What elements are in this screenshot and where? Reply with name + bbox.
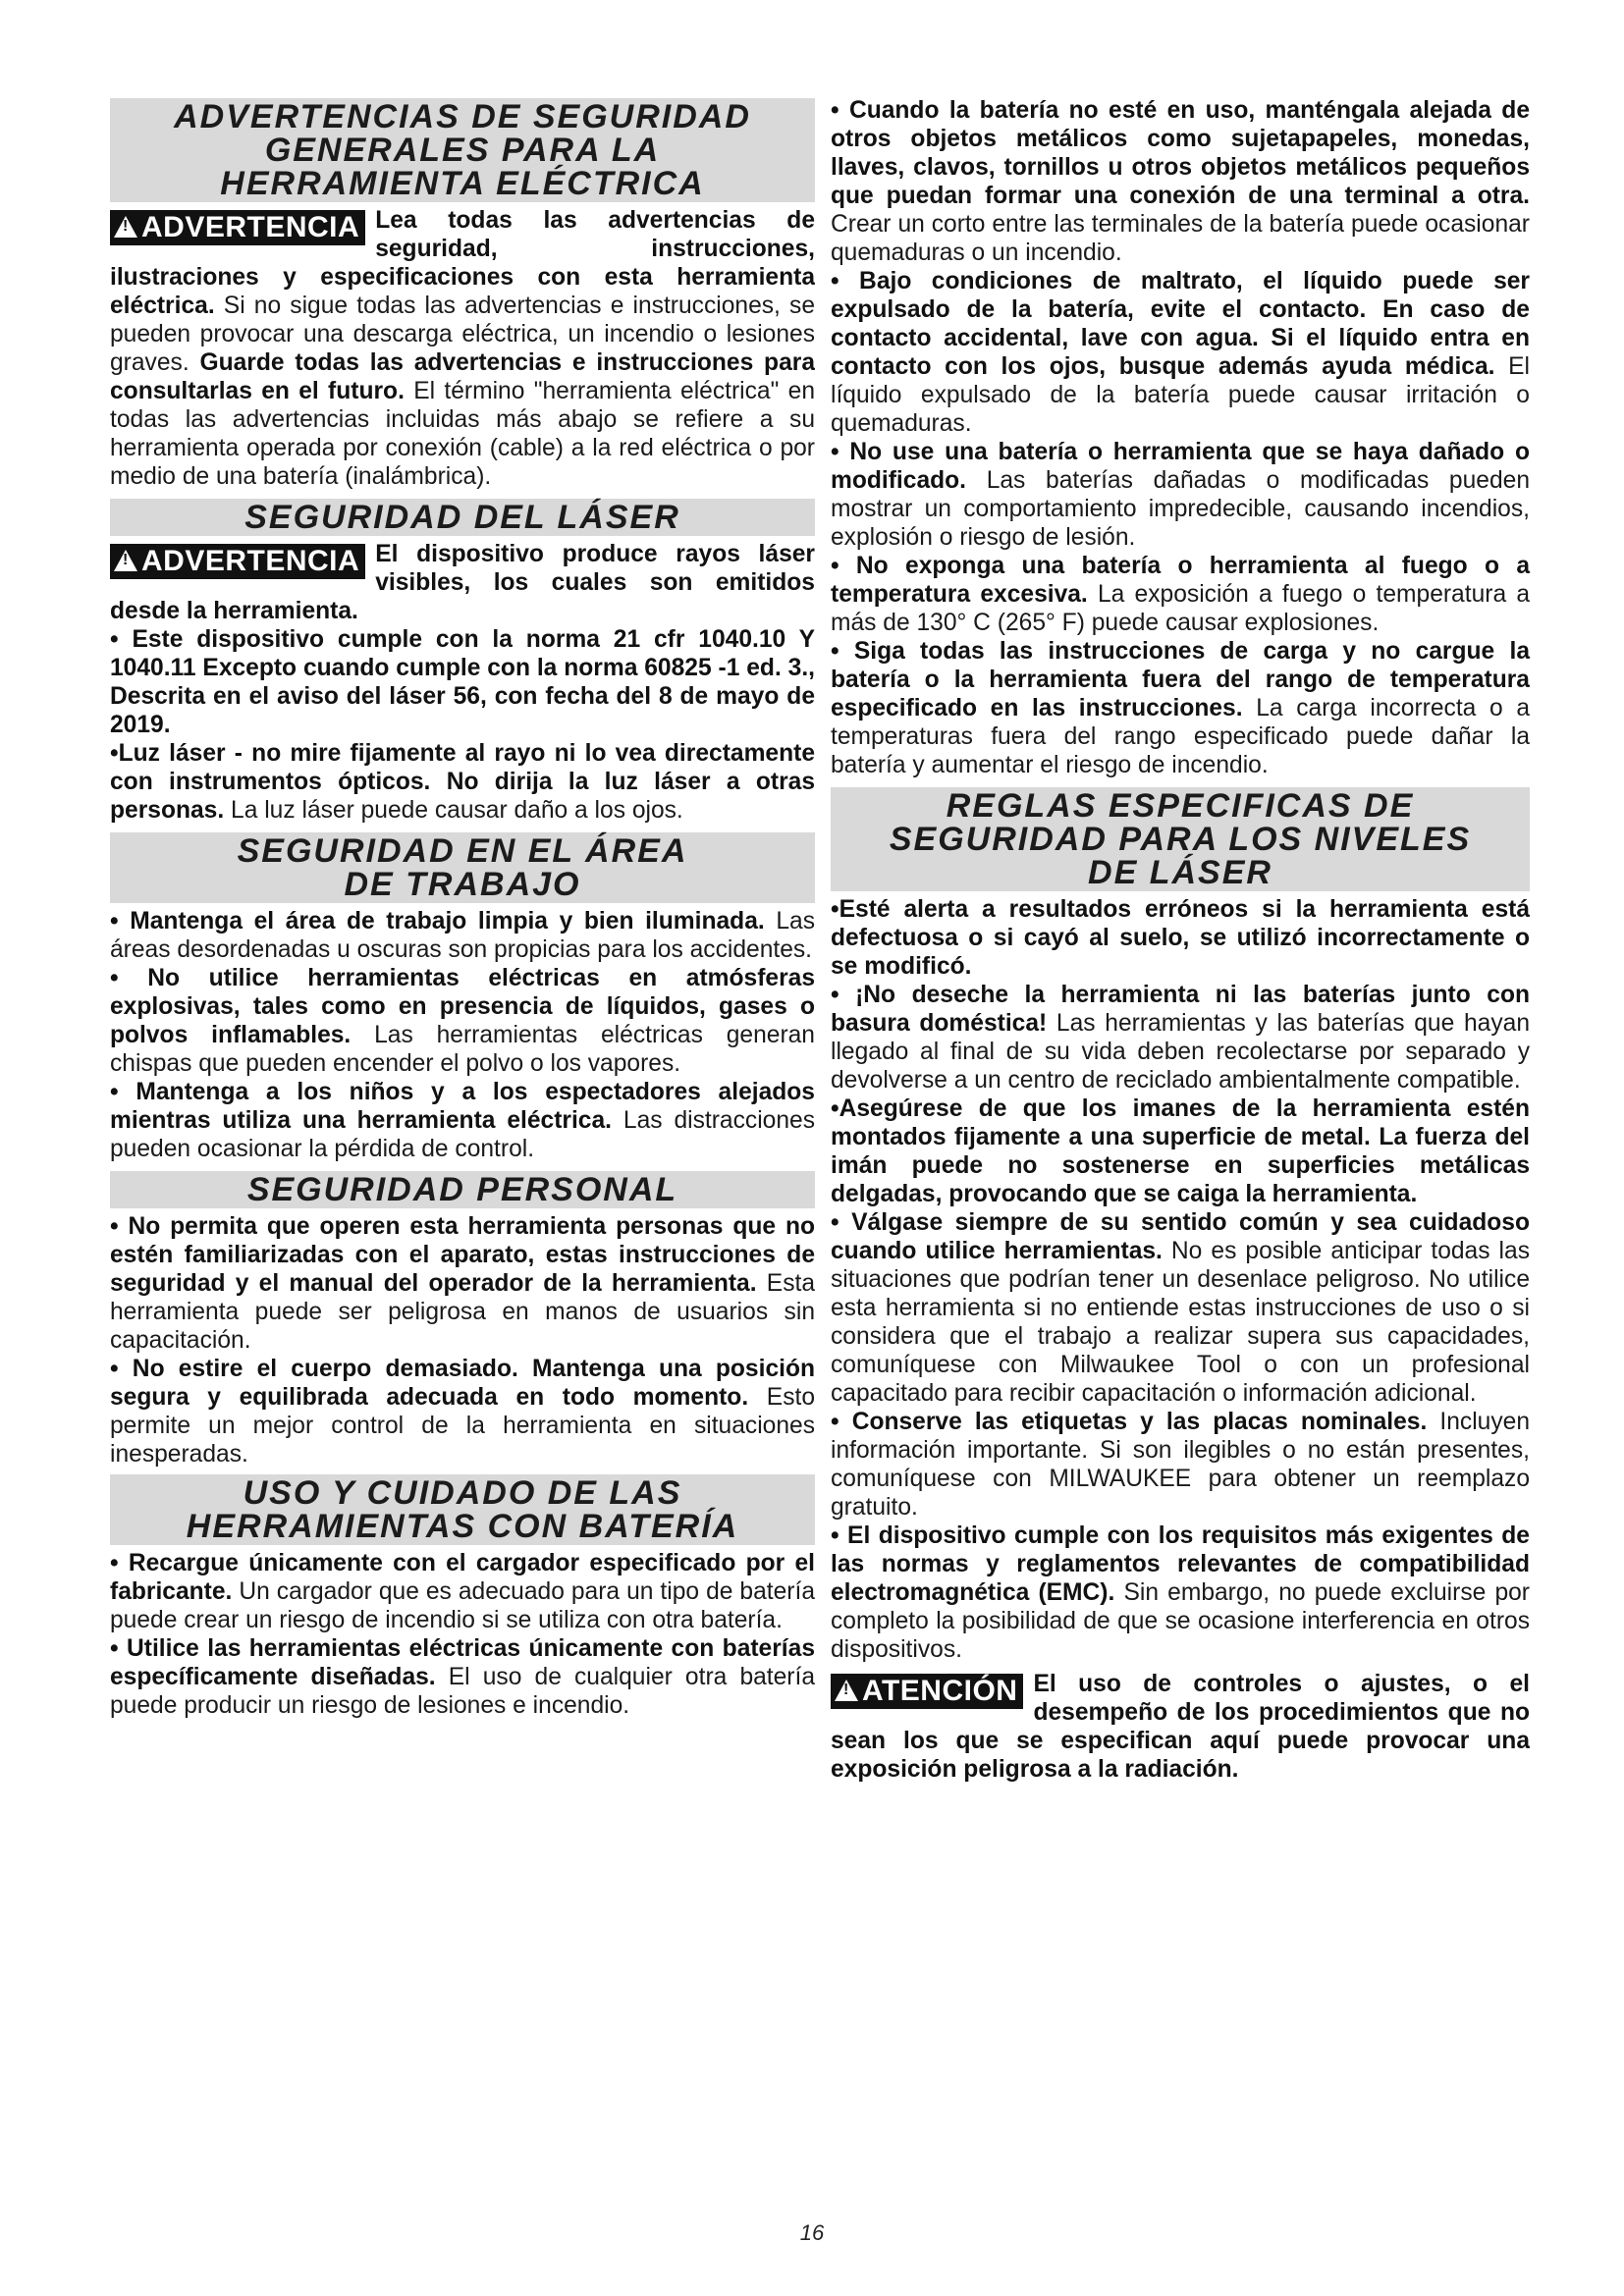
section-title-battery-use: USO Y CUIDADO DE LAS HERRAMIENTAS CON BATERÍA bbox=[110, 1474, 815, 1545]
list-item: • Cuando la batería no esté en uso, manténgala alejada de otros objetos metálicos como sujetapapeles, monedas, llaves, clavos, tornillos u otros objetos metálicos pequeños que puedan formar una conexión de una terminal a otra. Crear un corto entre las terminales de la batería puede ocasionar quemaduras o un incendio. bbox=[831, 97, 1530, 266]
section-title-personal-safety: SEGURIDAD PERSONAL bbox=[110, 1171, 815, 1208]
list-item: • El dispositivo cumple con los requisitos más exigentes de las normas y reglamentos relevantes de compatibilidad electromagnética (EMC). Sin embargo, no puede excluirse por completo la posibilidad de que se ocasione interferencia en otros dispositivos. bbox=[831, 1522, 1530, 1663]
list-item: • Conserve las etiquetas y las placas nominales. Incluyen información importante. Si son ilegibles o no están presentes, comuníquese con MILWAUKEE para obtener un reemplazo gratuito. bbox=[831, 1409, 1531, 1521]
list-item: • Bajo condiciones de maltrato, el líquido puede ser expulsado de la batería, evite el contacto. En caso de contacto accidental, lave con agua. Si el líquido entra en contacto con los ojos, busque además ayuda médica. El líquido expulsado de la batería puede causar irritación o quemaduras. bbox=[831, 268, 1530, 437]
caution-paragraph: El uso de controles o ajustes, o el desempeño de los procedimientos que no sean los que se especifican aquí puede provocar una exposición peligrosa a la radiación. bbox=[831, 1671, 1530, 1783]
list-item: •Esté alerta a resultados erróneos si la herramienta está defectuosa o si cayó al suelo, se utilizó incorrectamente o se modificó. bbox=[831, 896, 1530, 980]
list-item: • No exponga una batería o herramienta al fuego o a temperatura excesiva. La exposición a fuego o temperatura a más de 130° C (265° F) puede causar explosiones. bbox=[831, 553, 1531, 636]
list-item: • No utilice herramientas eléctricas en atmósferas explosivas, tales como en presencia de líquidos, gases o polvos inflamables. Las herramientas eléctricas generan chispas que pueden encender el polvo o los vapores. bbox=[110, 965, 815, 1077]
list-item: • No permita que operen esta herramienta personas que no estén familiarizadas con el aparato, estas instrucciones de seguridad y el manual del operador de la herramienta. Esta herramienta puede ser peligrosa en manos de usuarios sin capacitación. bbox=[110, 1213, 815, 1354]
list-item: • Válgase siempre de su sentido común y sea cuidadoso cuando utilice herramientas. No es posible anticipar todas las situaciones que podrían tener un desenlace peligroso. No utilice esta herramienta si no entiende estas instrucciones de uso o si considera que el trabajo a realizar supera sus capacidades, comuníquese con Milwaukee Tool o con un profesional capacitado para recibir capacitación o información adicional. bbox=[831, 1209, 1530, 1407]
general-warning-paragraph: Lea todas las advertencias de seguridad, instrucciones, ilustraciones y especificaciones con esta herramienta eléctrica. Si no sigue todas las advertencias e instrucciones, se pueden provocar una descarga eléctrica, un incendio o lesiones graves. Guarde todas las advertencias e instrucciones para consultarlas en el futuro. El término "herramienta eléctrica" en todas las advertencias incluidas más abajo se refiere a su herramienta operada por conexión (cable) a la red eléctrica o por medio de una batería (inalámbrica). bbox=[110, 207, 815, 490]
right-column bbox=[831, 96, 1530, 1784]
caution-label: !ATENCIÓN bbox=[831, 1674, 1023, 1709]
caution-block bbox=[831, 1670, 1530, 1784]
section-title-work-area: SEGURIDAD EN EL ÁREA DE TRABAJO bbox=[110, 832, 815, 903]
list-item: • Mantenga el área de trabajo limpia y bien iluminada. Las áreas desordenadas u oscuras son propicias para los accidentes. bbox=[110, 908, 815, 963]
list-item: • ¡No deseche la herramienta ni las baterías junto con basura doméstica! Las herramientas y las baterías que hayan llegado al final de su vida deben recolectarse por separado y devolverse a un centro de reciclado ambientalmente compatible. bbox=[831, 982, 1530, 1094]
general-warning-block bbox=[110, 206, 815, 491]
list-item: • No estire el cuerpo demasiado. Mantenga una posición segura y equilibrada adecuada en todo momento. Esto permite un mejor control de la herramienta en situaciones inesperadas. bbox=[110, 1356, 816, 1468]
section-title-laser-level-rules: REGLAS ESPECIFICAS DE SEGURIDAD PARA LOS NIVELES DE LÁSER bbox=[831, 787, 1530, 891]
laser-warning-paragraph: El dispositivo produce rayos láser visibles, los cuales son emitidos desde la herramienta. bbox=[110, 541, 815, 624]
left-column bbox=[110, 96, 815, 1720]
section-title-general-safety: ADVERTENCIAS DE SEGURIDAD GENERALES PARA LA HERRAMIENTA ELÉCTRICA bbox=[110, 98, 815, 202]
list-item: • Siga todas las instrucciones de carga y no cargue la batería o la herramienta fuera del rango de temperatura especificado en las instrucciones. La carga incorrecta o a temperaturas fuera del rango especificado puede dañar la batería y aumentar el riesgo de incendio. bbox=[831, 638, 1530, 778]
laser-warning-block bbox=[110, 540, 815, 625]
warning-triangle-icon bbox=[114, 216, 137, 238]
warning-label: !ADVERTENCIA bbox=[110, 544, 365, 579]
warning-label: !ADVERTENCIA bbox=[110, 210, 365, 245]
section-title-laser-safety: SEGURIDAD DEL LÁSER bbox=[110, 499, 815, 536]
list-item: • No use una batería o herramienta que se haya dañado o modificado. Las baterías dañadas o modificadas pueden mostrar un comportamiento impredecible, causando incendios, explosión o riesgo de lesión. bbox=[831, 439, 1530, 551]
list-item: •Luz láser - no mire fijamente al rayo ni lo vea directamente con instrumentos ópticos. No dirija la luz láser a otras personas. La luz láser puede causar daño a los ojos. bbox=[110, 740, 815, 824]
list-item: • Utilice las herramientas eléctricas únicamente con baterías específicamente diseñadas. El uso de cualquier otra batería puede producir un riesgo de lesiones e incendio. bbox=[110, 1635, 816, 1719]
warning-triangle-icon bbox=[835, 1680, 858, 1701]
warning-triangle-icon bbox=[114, 550, 137, 571]
list-item: • Este dispositivo cumple con la norma 21 cfr 1040.10 Y 1040.11 Excepto cuando cumple con la norma 60825 -1 ed. 3., Descrita en el aviso del láser 56, con fecha del 8 de mayo de 2019. bbox=[110, 626, 815, 738]
list-item: • Recargue únicamente con el cargador especificado por el fabricante. Un cargador que es adecuado para un tipo de batería puede crear un riesgo de incendio si se utiliza con otra batería. bbox=[110, 1550, 815, 1633]
page-number: 16 bbox=[799, 2220, 825, 2245]
list-item: •Asegúrese de que los imanes de la herramienta estén montados fijamente a una superficie de metal. La fuerza del imán puede no sostenerse en superficies metálicas delgadas, provocando que se caiga la herramienta. bbox=[831, 1095, 1530, 1207]
list-item: • Mantenga a los niños y a los espectadores alejados mientras utiliza una herramienta eléctrica. Las distracciones pueden ocasionar la pérdida de control. bbox=[110, 1079, 815, 1162]
